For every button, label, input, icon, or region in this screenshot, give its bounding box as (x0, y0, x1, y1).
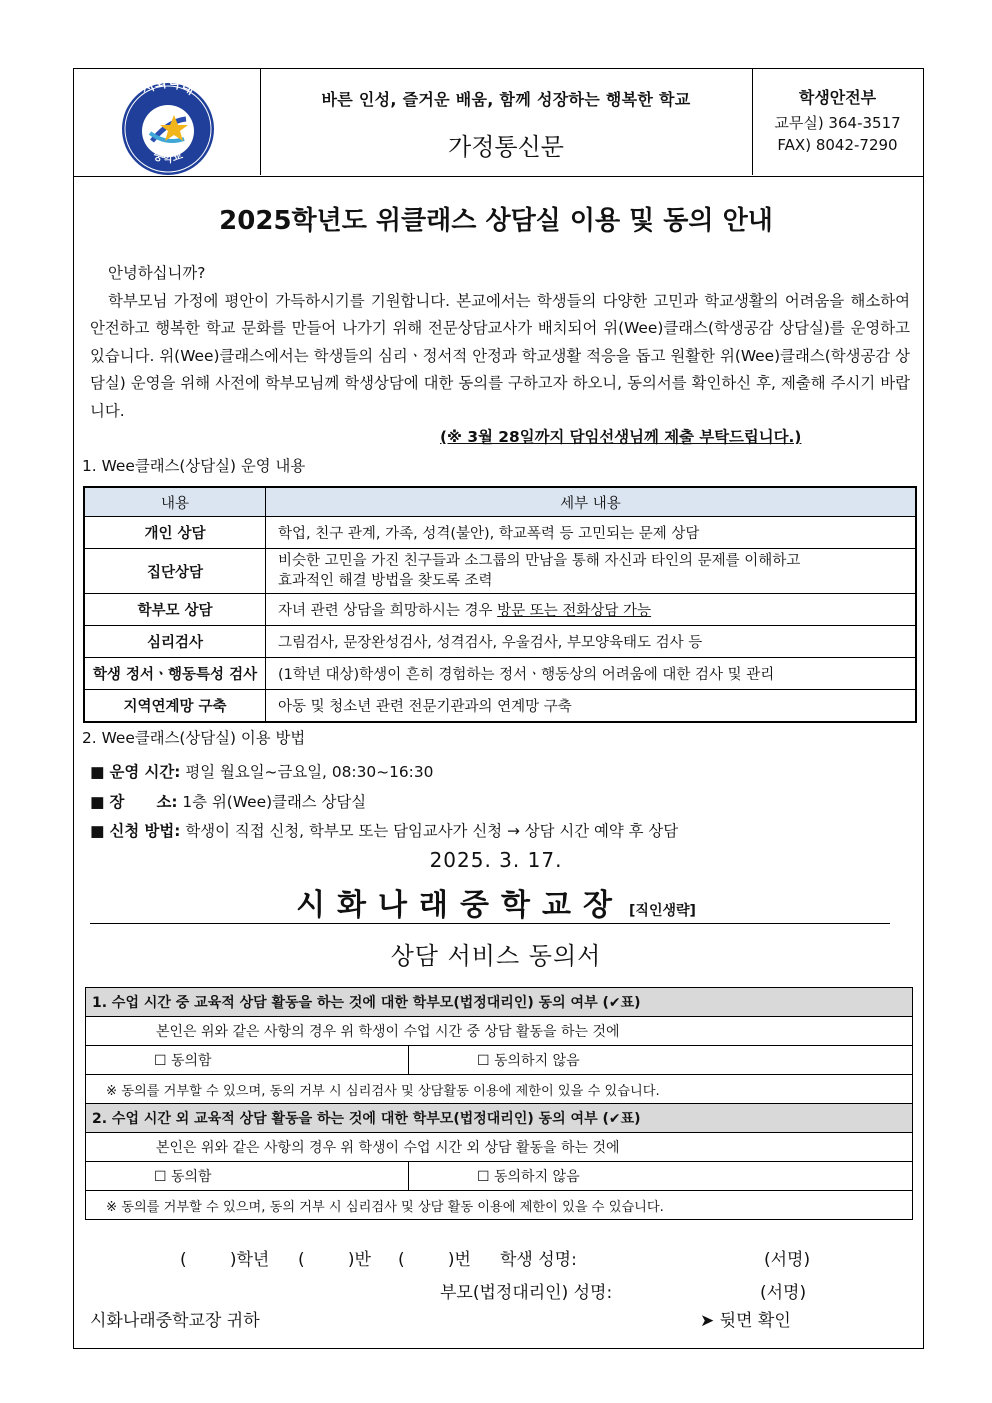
school-logo-cell (74, 69, 261, 175)
item-value: 학생이 직접 신청, 학부모 또는 담임교사가 신청 → 상담 시간 예약 후 상담 (180, 822, 679, 840)
row-detail: 그림검사, 문장완성검사, 성격검사, 우울검사, 부모양육태도 검사 등 (266, 626, 917, 658)
usage-list (90, 758, 678, 847)
disagree-checkbox-1[interactable]: ☐ 동의하지 않음 (409, 1046, 913, 1075)
row-detail-line2: 효과적인 해결 방법을 찾도록 조력 (278, 573, 493, 589)
bullet-icon: ■ (90, 792, 105, 811)
agree-checkbox-2[interactable]: ☐ 동의함 (86, 1162, 409, 1191)
table-header-row (84, 487, 916, 517)
page-title: 2025학년도 위클래스 상담실 이용 및 동의 안내 (219, 206, 773, 236)
logo-text-top: 시화나래 (139, 75, 197, 99)
newsletter-title: 가정통신문 (448, 133, 564, 161)
row-detail: 아동 및 청소년 관련 전문기관과의 연계망 구축 (266, 690, 917, 723)
number-field[interactable]: ( )번 (398, 1250, 471, 1270)
school-logo (74, 69, 260, 175)
student-sign[interactable]: (서명) (764, 1250, 811, 1270)
svg-text:중학교 (152, 149, 185, 165)
note-1: ※ 동의를 거부할 수 있으며, 동의 거부 시 심리검사 및 상담활동 이용에 제한이 있을 수 있습니다. (86, 1075, 913, 1104)
intro-body: 학부모님 가정에 평안이 가득하시기를 기원합니다. 본교에서는 학생들의 다양한 고민과 학교생활의 어려움을 해소하여 안전하고 행복한 학교 문화를 만들어 나가기 위해 전문상담교사가 배치되어 위(Wee)클래스(학생공감 상담실)를 운영하고 있습니다. 위(Wee)클래스에서는 학생들의 심리ㆍ정서적 안정과 학교생활 적응을 돕고 원활한 위(Wee)클래스(학생공감 상담실) 운영을 위해 사전에 학부모님께 학생상담에 대한 동의를 구하고자 하오니, 동의서를 확인하신 후, 제출해 주시기 바랍니다. (90, 291, 910, 420)
section1-heading: 1. Wee클래스(상담실) 운영 내용 (82, 457, 306, 475)
greeting: 안녕하십니까? (108, 264, 206, 282)
header (74, 69, 923, 177)
logo-text-bottom: 중학교 (151, 148, 185, 165)
item-value: 1층 위(Wee)클래스 상담실 (177, 792, 367, 811)
grade-field[interactable]: ( )학년 (180, 1250, 270, 1270)
department: 학생안전부 (798, 88, 877, 107)
office-phone: 교무실) 364-3517 (774, 114, 901, 132)
list-item (90, 817, 678, 847)
row-label: 학생 정서ㆍ행동특성 검사 (84, 658, 266, 690)
note-2: ※ 동의를 거부할 수 있으며, 동의 거부 시 심리검사 및 상담 활동 이용에 제한이 있을 수 있습니다. (86, 1191, 913, 1220)
table-row (84, 594, 916, 626)
class-field[interactable]: ( )반 (298, 1250, 371, 1270)
bullet-icon: ■ (90, 763, 105, 781)
row-label: 지역연계망 구축 (84, 690, 266, 723)
statement-2: 본인은 위와 같은 사항의 경우 위 학생이 수업 시간 외 상담 활동을 하는 것에 (86, 1133, 913, 1162)
parent-sign[interactable]: (서명) (760, 1283, 807, 1303)
row-detail (266, 549, 917, 594)
divider (90, 923, 890, 924)
row-detail: 학업, 친구 관계, 가족, 성격(불안), 학교폭력 등 고민되는 문제 상담 (266, 517, 917, 549)
disagree-checkbox-2[interactable]: ☐ 동의하지 않음 (409, 1162, 913, 1191)
row-label: 개인 상담 (84, 517, 266, 549)
consent-title: 상담 서비스 동의서 (390, 942, 602, 970)
principal-signature (0, 880, 992, 924)
row-label: 학부모 상담 (84, 594, 266, 626)
item-key: 운영 시간: (109, 763, 181, 781)
principal-name: 시화나래중학교장 (296, 888, 624, 923)
item-key: 장 소: (109, 792, 178, 811)
section2-heading: 2. Wee클래스(상담실) 이용 방법 (82, 729, 306, 747)
header-title-cell (260, 69, 753, 175)
row-detail: (1학년 대상)학생이 흔히 경험하는 정서ㆍ행동상의 어려움에 대한 검사 및 관리 (266, 658, 917, 690)
student-name-label: 학생 성명: (500, 1250, 577, 1270)
item-key: 신청 방법: (109, 822, 181, 840)
question-2: 2. 수업 시간 외 교육적 상담 활동을 하는 것에 대한 학부모(법정대리인) 동의 여부 (✔표) (86, 1104, 913, 1133)
header-contact-cell (752, 69, 923, 175)
row-detail-line1: 비슷한 고민을 가진 친구들과 소그룹의 만남을 통해 자신과 타인의 문제를 이해하고 (278, 553, 801, 569)
issue-date: 2025. 3. 17. (429, 848, 563, 872)
question-1: 1. 수업 시간 중 교육적 상담 활동을 하는 것에 대한 학부모(법정대리인) 동의 여부 (✔표) (86, 988, 913, 1017)
col-header-content: 내용 (84, 487, 266, 517)
row-detail-underlined: 방문 또는 전화상담 가능 (497, 603, 652, 619)
agree-checkbox-1[interactable]: ☐ 동의함 (86, 1046, 409, 1075)
operation-table (83, 486, 917, 723)
table-row (84, 690, 916, 723)
intro-text (90, 260, 910, 425)
row-detail (266, 594, 917, 626)
school-slogan: 바른 인성, 즐거운 배움, 함께 성장하는 행복한 학교 (321, 90, 691, 109)
bullet-icon: ■ (90, 822, 105, 840)
col-header-detail: 세부 내용 (266, 487, 917, 517)
parent-name-label: 부모(법정대리인) 성명: (440, 1283, 613, 1303)
seal-note: [직인생략] (629, 903, 696, 919)
table-row (84, 626, 916, 658)
item-value: 평일 월요일~금요일, 08:30~16:30 (180, 763, 434, 781)
table-row (84, 517, 916, 549)
back-page-note: ➤ 뒷면 확인 (700, 1311, 791, 1331)
table-row (84, 658, 916, 690)
list-item (90, 758, 678, 788)
consent-table (85, 987, 913, 1220)
row-detail-text: 자녀 관련 상담을 희망하시는 경우 (278, 603, 498, 619)
table-row (84, 549, 916, 594)
list-item (90, 788, 678, 818)
fax-number: FAX) 8042-7290 (777, 136, 898, 154)
deadline-note: (※ 3월 28일까지 담임선생님께 제출 부탁드립니다.) (440, 428, 802, 446)
statement-1: 본인은 위와 같은 사항의 경우 위 학생이 수업 시간 중 상담 활동을 하는 것에 (86, 1017, 913, 1046)
addressee: 시화나래중학교장 귀하 (90, 1311, 260, 1331)
row-label: 심리검사 (84, 626, 266, 658)
row-label: 집단상담 (84, 549, 266, 594)
